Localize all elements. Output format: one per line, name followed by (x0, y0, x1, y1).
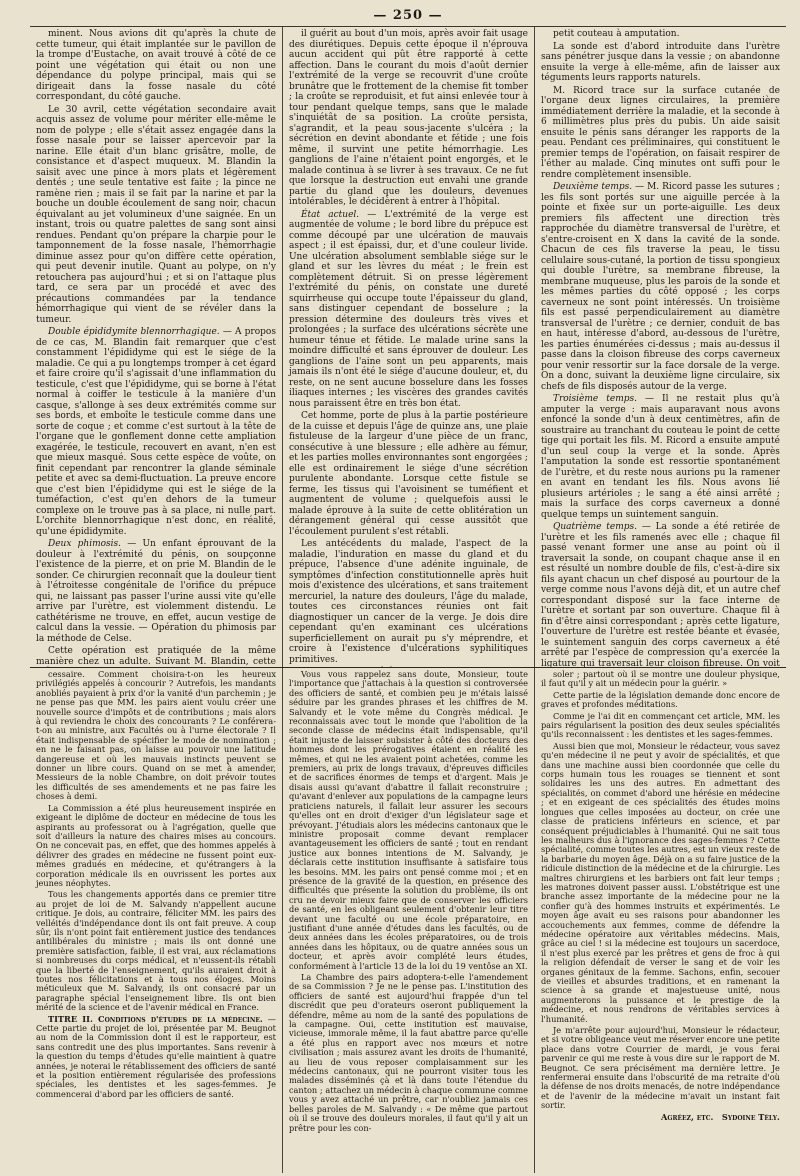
paragraph: Je m'arrête pour aujourd'hui, Monsieur le rédacteur, et si votre obligeance veut me réserver encore une petite place dans votre Courrier de mardi, je vous ferai parvenir ce qui me reste à vous dire sur le rapport de M. Beugnot. Ce sera précisément ma dernière lettre. Je renfermerai ensuite dans l'obscurité de ma retraite d'où la défense de nos droits menacés, de notre indépendance et de l'avenir de la médecine m'avait un instant fait sortir. (540, 1025, 780, 1111)
paragraph (36, 1015, 276, 1100)
upper-column-2 (282, 27, 534, 667)
paragraph (541, 182, 780, 392)
lower-section (30, 668, 786, 1173)
paragraph-text: — Il ne restait plus qu'à amputer la verge : mais auparavant nous avons enfoncé la sonde d'un à deux centimètres, afin de soustraire au tranchant du couteau le point de cette tige qui portait les fils. M. Ricord a ensuite amputé d'un seul coup la verge et la sonde. Après l'amputation la sonde est ressortie spontanément de l'urètre, et du reste nous aurions pu la ramener en avant en tendant les fils. Nous avons lié plusieurs artérioles ; le sang a été ainsi arrêté ; mais la surface des corps caverneux a donné quelque temps un suintement sanguin. (540, 394, 780, 520)
paragraph-heading: Troisième temps. (552, 394, 637, 404)
paragraph (541, 522, 780, 667)
paragraph: Aussi bien que moi, Monsieur le rédacteur, vous savez qu'en médecine il ne peut y avoir de spécialités, et que dans une machine aussi bien coordonnée que celle du corps humain tous les rouages se tiennent et sont solidaires les uns des autres. En admettant des spécialités, on commet d'abord une hérésie en médecine ; et en exigeant de ces spécialités des études moins longues que celles imposées au docteur, on crée une classe de praticiens inférieurs en science, et par conséquent préjudiciables à l'humanité. Qui ne sait tous les malheurs dus à l'ignorance des sages-femmes ? Cette spécialité, comme toutes les autres, est un vieux reste de la barbarie du moyen âge. Déjà on a su faire justice de la ridicule distinction de la médecine et de la chirurgie. Les maîtres chirurgiens et les barbiers ont fait leur temps ; les matrones doivent passer aussi. L'obstétrique est une branche assez importante de la médecine pour ne la confier qu'à des hommes instruits et expérimentés. Le moyen âge avait eu ses raisons pour abandonner les accouchements aux femmes, comme de défendre la médecine opératoire aux véritables médecins. Mais, grâce au ciel ! si la médecine est toujours un sacerdoce, il n'est plus exercé par les prêtres et gens de froc à qui la religion défendait de verser le sang et de voir les organes génitaux de la femme. Sachons, enfin, secouer de vieilles et absurdes traditions, et en ramenant la science à sa grande et majestueuse unité, nous augmenterons la puissance et le prestige de la médecine, et nous rendrons de véritables services à l'humanité. (540, 740, 780, 1024)
paragraph (289, 210, 528, 410)
paragraph-text: — Un enfant éprouvant de la douleur à l'extrémité du pénis, on soupçonne l'existence de la pierre, et on prie M. Blandin de le sonder. Ce chirurgien reconnaît que la douleur tient à l'étroitesse congénitale de l'orifice du prépuce qui, ne laissant pas passer l'urine aussi vite qu'elle arrive par l'urètre, est violemment distendu. Le cathétérisme ne trouve, en effet, aucun vestige de calcul dans la vessie. — Opération du phimosis par la méthode de Celse. (36, 539, 276, 644)
paragraph: M. Ricord trace sur la surface cutanée de l'organe deux lignes circulaires, la première immédiatement derrière la maladie, et la seconde à 6 millimètres plus près du pubis. Un aide saisit ensuite le pénis sans déranger les rapports de la peau. Pendant ces préliminaires, qui constituent le premier temps de l'opération, on faisait respirer de l'éther au malade. Cinq minutes ont suffi pour le rendre complètement insensible. (540, 85, 780, 180)
page-number: — 250 — (30, 6, 786, 27)
paragraph-heading: Quatrième temps. (552, 522, 638, 532)
paragraph: cessaire. Comment choisira-t-on les heureux privilégiés appelés à concourir ? Autrefois, les mandants anobliés payaient à prix d'or la vanité d'un parchemin ; je ne pense pas que MM. les pairs aient voulu créer une nouvelle source d'impôts et de contributions ; mais alors à qui reviendra le choix des concourants ? Le conférera-t-on au ministre, aux Facultés ou à l'urne électorale ? Il était indispensable de spécifier le mode de nomination ; en ne le faisant pas, on laisse au pouvoir une latitude dangereuse et où les mauvais instincts peuvent se donner un libre cours. Quand on se met à amender, Messieurs de la noble Chambre, on doit prévoir toutes les difficultés de ses amendements et ne pas faire les choses à demi. (36, 669, 276, 802)
paragraph: Cette partie de la législation demande donc encore de graves et profondes méditations. (540, 689, 780, 710)
paragraph-heading: Double épididymite blennorrhagique. (48, 327, 220, 337)
upper-column-1 (30, 27, 282, 667)
paragraph: Les antécédents du malade, l'aspect de la maladie, l'induration en masse du gland et du prépuce, l'absence d'une adénite inguinale, de symptômes d'infection constitutionnelle après huit mois d'existence des ulcérations, et sans traitement mercuriel, la nature des douleurs, l'âge du malade, toutes ces circonstances réunies ont fait diagnostiquer un cancer de la verge. Je dois dire cependant qu'en examinant ces ulcérations superficiellement on aurait pu s'y méprendre, et croire à l'existence d'ulcérations syphilitiques primitives. (288, 539, 528, 665)
closing-text: Agréez, etc. (661, 1111, 714, 1122)
paragraph-text: — A propos de ce cas, M. Blandin fait remarquer que c'est constamment l'épididyme qui est le siége de la maladie. Ce qui a pu longtemps tromper à cet égard et faire croire qu'il s'agissait d'une inflammation du testicule, c'est que l'épididyme, qui se borne à l'état normal à coiffer le testicule à la manière d'un casque, s'allonge à ses deux extrémités comme sur ses bords, et emboîte le testicule comme dans une sorte de coque ; et comme c'est surtout à la tête de l'organe que le gonflement donne cette ampliation exagérée, le testicule, recouvert en avant, n'en est que mieux masqué. Sous cette espèce de voûte, on finit cependant par rencontrer la glande séminale petite et avec sa demi-fluctuation. La preuve encore que c'est bien l'épididyme qui est le siége de la tuméfaction, c'est qu'en dehors de la tumeur complexe on le trouve pas à sa place, ni nulle part. L'orchite blennorrhagique n'est donc, en réalité, qu'une épididymite. (36, 327, 276, 537)
paragraph: il guérit au bout d'un mois, après avoir fait usage des diurétiques. Depuis cette époque il n'éprouva aucun accident qui pût être rapporté à cette affection. Dans le courant du mois d'août dernier l'extrémité de la verge se recouvrit d'une croûte brunâtre que le frottement de la chemise fit tomber ; la croûte se reproduisit, et fut ainsi enlevée tour à tour pendant quelque temps, sans que le malade s'inquiétât de sa position. La croûte persista, s'agrandit, et la peau sous-jacente s'ulcéra ; la sécrétion en devint abondante et fétide ; une fois même, il survint une petite hémorrhagie. Les ganglions de l'aine n'étaient point engorgés, et le malade continua à se livrer à ses travaux. Ce ne fut que lorsque la destruction eut envahi une grande partie du gland que les douleurs, devenues intolérables, le décidèrent à entrer à l'hôpital. (288, 29, 528, 207)
paragraph: soler ; partout où il se montre une douleur physique, il faut qu'il y ait un médecin pour la guérir. » (540, 669, 780, 689)
paragraph: Cet homme, porte de plus à la partie postérieure de la cuisse et depuis l'âge de quinze ans, une plaie fistuleuse de la largeur d'une pièce de un franc, consécutive à une blessure ; elle adhère au fémur, et les parties molles environnantes sont engorgées ; elle est ordinairement le siége d'une sécrétion purulente abondante. Lorsque cette fistule se ferme, les tissus qui l'avoisinent se tuméfient et augmentent de volume ; quelquefois aussi le malade éprouve à la suite de cette oblitération un dérangement général qui cesse aussitôt que l'écoulement purulent s'est rétabli. (288, 411, 528, 537)
paragraph-text: — M. Ricord passe les sutures ; les fils sont portés sur une aiguille percée à la pointe et fixée sur un porte-aiguille. Les deux premiers fils affectent une direction très rapprochée du diamètre transversal de l'urètre, et s'entre-croisent en X dans la cavité de la sonde. Chacun de ces fils traverse la peau, le tissu cellulaire sous-cutané, la portion de tissu spongieux qui double l'urètre, sa membrane fibreuse, la membrane muqueuse, plus les parois de la sonde et les mêmes parties du côté opposé ; les corps caverneux ne sont point intéressés. Un troisième fils est passé perpendiculairement au diamètre transversal de l'urètre ; ce dernier, conduit de bas en haut, intéresse d'abord, au-dessous de l'urètre, les parties énumérées ci-dessus ; mais au-dessus il passe dans la cloison fibreuse des corps caverneux pour venir ressortir sur la face dorsale de la verge. On a donc, suivant la deuxième ligne circulaire, six chefs de fils disposés autour de la verge. (540, 182, 780, 392)
paragraph (36, 539, 276, 644)
signature-name: Sydoine Tély. (721, 1111, 780, 1122)
paragraph-heading: TITRE II. Conditions d'études de la médecine. (48, 1013, 263, 1024)
upper-section (30, 27, 786, 668)
upper-column-3 (534, 27, 786, 667)
paragraph-heading: Deuxième temps. (552, 182, 633, 192)
lower-column-2 (282, 668, 534, 1173)
paragraph: petit couteau à amputation. (552, 29, 680, 39)
paragraph: La Chambre des pairs adoptera-t-elle l'amendement de sa Commission ? Je ne le pense pas. L'institution des officiers de santé est aujourd'hui frappée d'un tel discrédit que peu d'orateurs oseront publiquement la défendre, même au nom de la santé des populations de la campagne. Oui, cette institution est mauvaise, vicieuse, immorale même, il la faut abattre parce qu'elle a été plus en rapport avec nos mœurs et notre civilisation ; mais assurez avant les droits de l'humanité, au lieu de vous reposer complaisamment sur les médecins cantonaux, qui ne pourront visiter tous les malades disséminés çà et là dans toute l'étendue du canton ; attachez un médecin à chaque commune comme vous y avez attaché un prêtre, car n'oubliez jamais ces belles paroles de M. Salvandy : « De même que partout où il se trouve des douleurs morales, il faut qu'il y ait un prêtre pour les con- (288, 972, 528, 1133)
paragraph: Tous les changements apportés dans ce premier titre au projet de loi de M. Salvandy n'appellent aucune critique. Je dois, au contraire, féliciter MM. les pairs des velléités d'indépendance dont ils ont fait preuve. A coup sûr, ils n'ont point fait entièrement justice des tendances antilibérales du ministre ; mais ils ont donné une première satisfaction, faible, il est vrai, aux réclamations si nombreuses du corps médical, et n'eussent-ils rétabli que la liberté de l'enseignement, qu'ils auraient droit à toutes nos félicitations et à tous nos éloges. Moins méticuleux que M. Salvandy, ils ont consacré par un paragraphe spécial l'enseignement libre. Ils ont bien mérité de la science et de l'avenir médical en France. (36, 889, 276, 1013)
paragraph (36, 327, 276, 537)
paragraph-heading: État actuel. (300, 209, 360, 220)
paragraph-heading: Deux phimosis. (48, 539, 122, 549)
paragraph: La sonde est d'abord introduite dans l'urètre sans pénétrer jusque dans la vessie ; on abandonne ensuite la verge à elle-même, afin de laisser aux téguments leurs rapports naturels. (540, 41, 780, 83)
paragraph: La Commission a été plus heureusement inspirée en exigeant le diplôme de docteur en médecine de tous les aspirants au professorat ou à l'agrégation, quelle que soit d'ailleurs la nature des chaires mises au concours. On ne concevait pas, en effet, que des hommes appelés à délivrer des grades en médecine ne fussent point eux-mêmes gradués en médecine, et qu'étrangers à la corporation médicale ils en ouvrissent les portes aux jeunes néophytes. (36, 802, 276, 888)
lower-column-1 (30, 668, 282, 1173)
paragraph (541, 394, 780, 520)
lower-column-3 (534, 668, 786, 1173)
letter-signature (541, 1113, 780, 1122)
paragraph: minent. Nous avions dit qu'après la chute de cette tumeur, qui était implantée sur le pavillon de la trompe d'Eustache, on avait trouvé à côté de ce point une végétation qui était ou non une dépendance du polype principal, mais qui se dirigeait dans la fosse nasale du côté correspondant, du côté gauche. (36, 29, 276, 102)
paragraph-text: — La sonde a été retirée de l'urètre et les fils ramenés avec elle ; chaque fil passé venant former une anse au point où il traversait la sonde, on coupant chaque anse il en est résulté un nombre double de fils, c'est-à-dire six fils ayant chacun un chef disposé au pourtour de la verge comme nous l'avons déjà dit, et un autre chef correspondant disposé sur la face interne de l'urètre et sortant par son ouverture. Chaque fil à fin d'être ainsi correspondant ; après cette ligature, l'ouverture de l'urètre est restée béante et évasée, le suintement sanguin des corps caverneux a été arrêté par l'espèce de compression qu'a exercée la ligature qui traversait leur cloison fibreuse. On voit (540, 522, 780, 667)
paragraph: Cette opération est pratiquée de la même manière chez un adulte. Suivant M. Blandin, cette (36, 646, 276, 667)
paragraph: Vous vous rappelez sans doute, Monsieur, toute l'importance que j'attachais à la question si controversée des officiers de santé, et combien peu je m'étais laissé séduire par les grandes phrases et les chiffres de M. Salvandy et le vote même du Congrès médical. Je reconnaissais avec tout le monde que l'abolition de la seconde classe de médecins était indispensable, qu'il était injuste de laisser subsister à côté des docteurs des hommes dont les prérogatives étaient en réalité les mêmes, et qui ne les avaient point achetées, comme les premiers, au prix de longs travaux, d'épreuves difficiles et de sacrifices énormes de temps et d'argent. Mais je disais aussi qu'avant d'abattre il fallait reconstruire ; qu'avant d'enlever aux populations de la campagne leurs praticiens naturels, il fallait leur assurer les secours qu'elles ont en droit d'exiger d'un législateur sage et prévoyant. J'étudiais alors les médecins cantonaux que le ministre proposait comme devant remplacer avantageusement les officiers de santé ; tout en rendant justice aux bonnes intentions de M. Salvandy, je déclarais cette institution insuffisante à satisfaire tous les besoins. MM. les pairs ont pensé comme moi ; et en présence de la gravité de la question, en présence des difficultés que présente la solution du problème, ils ont cru ne devoir mieux faire que de conserver les officiers de santé, en les obligeant seulement d'obtenir leur titre devant une faculté ou une école préparatoire, en justifiant d'une année d'études dans les facultés, ou de deux années dans les écoles préparatoires, ou de trois années dans les hôpitaux, ou de quatre années sous un docteur, et après avoir complété leurs études, conformément à l'article 13 de la loi du 19 ventôse an XI. (288, 669, 528, 971)
paragraph-text: — L'extrémité de la verge est augmentée de volume ; le bord libre du prépuce est comme découpé par une ulcération de mauvais aspect ; il est épaissi, dur, et d'une couleur livide. Une ulcération absolument semblable siége sur le gland et sur les lèvres du méat ; le frein est complètement détruit. Si on presse légèrement l'extrémité du pénis, on constate une dureté squirrheuse qui occupe toute l'épaisseur du gland, sans distinguer cependant de bosselure ; la pression détermine des douleurs très vives et prolongées ; la surface des ulcérations sécrète une humeur ténue et fétide. Le malade urine sans la moindre difficulté et sans éprouver de douleur. Les ganglions de l'aine sont un peu apparents, mais jamais ils n'ont été le siége d'aucune douleur, et, du reste, on ne sent aucune bosselure dans les fosses iliaques internes ; les viscères des grandes cavités nous paraissent être en très bon état. (288, 209, 528, 409)
paragraph: Comme je l'ai dit en commençant cet article, MM. les pairs régularisent la position des deux seules spécialités qu'ils reconnaissent : les dentistes et les sages-femmes. (540, 710, 780, 740)
paragraph-text: — Cette partie du projet de loi, présentée par M. Beugnot au nom de la Commission dont il est le rapporteur, est sans contredit une des plus importantes. Sans revenir à la question du temps d'études qu'elle maintient à quatre années, je noterai le rétablissement des officiers de santé et la position entièrement régularisée des professions spéciales, les dentistes et les sages-femmes. Je commencerai d'abord par les officiers de santé. (36, 1013, 276, 1099)
paragraph: Le 30 avril, cette végétation secondaire avait acquis assez de volume pour mériter elle-même le nom de polype ; elle s'était assez engagée dans la fosse nasale pour se laisser apercevoir par la narine. Elle était d'un blanc grisâtre, molle, de consistance et d'aspect muqueux. M. Blandin la saisit avec une pince à mors plats et légèrement dentés ; une seule tentative est faite ; la pince ne ramène rien ; mais il se fait par la narine et par la bouche un double écoulement de sang noir, chacun équivalant au jet volumineux d'une saignée. En un instant, trois ou quatre palettes de sang sont ainsi rendues. Pendant qu'on prépare la charpie pour le tamponnement de la fosse nasale, l'hémorrhagie diminue assez pour qu'on diffère cette opération, qui peut devenir inutile. Quant au polype, on n'y retouchera pas aujourd'hui ; et si on l'attaque plus tard, ce sera par un procédé et avec des précautions commandées par la tendance hémorrhagique qui vient de se révéler dans la tumeur. (36, 104, 276, 325)
